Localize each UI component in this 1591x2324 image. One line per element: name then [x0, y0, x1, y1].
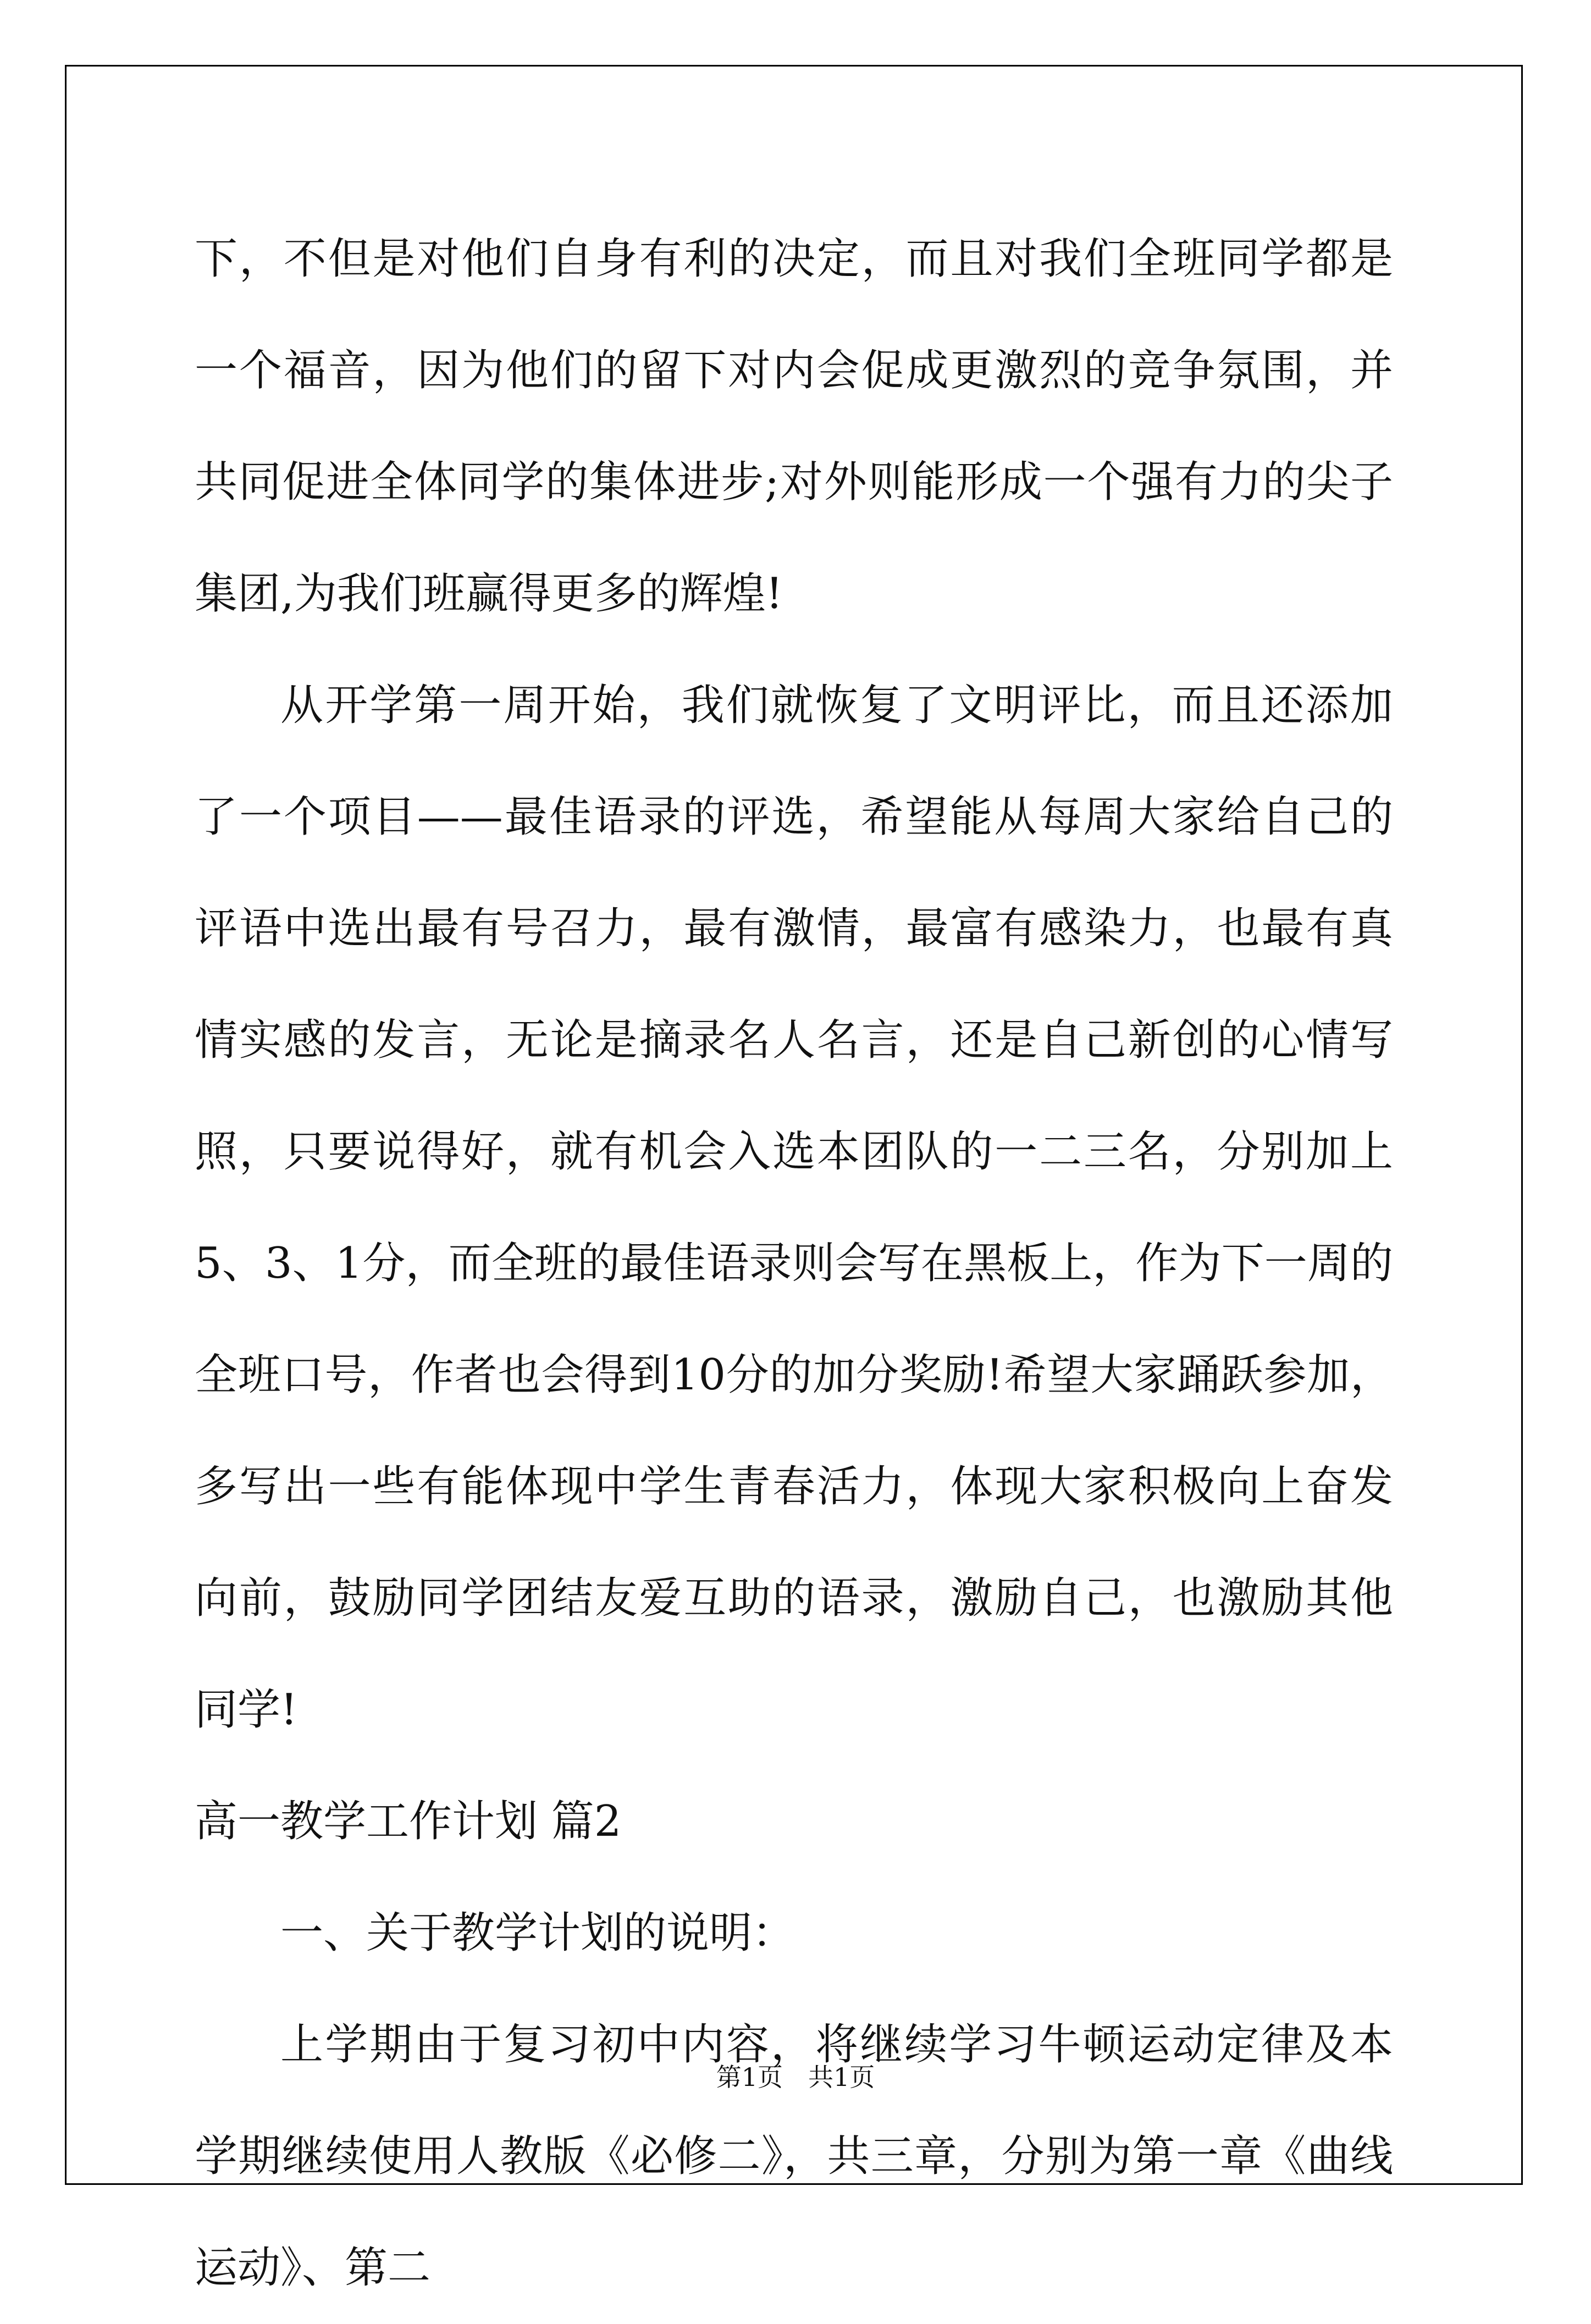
page-footer: 第1页 共1页 [716, 2062, 875, 2092]
document-body [195, 203, 1393, 2324]
paragraph-3: 一、关于教学计划的说明： [280, 1908, 795, 1958]
section-heading: 高一教学工作计划 篇2 [195, 1797, 622, 1846]
paragraph-1: 下，不但是对他们自身有利的决定，而且对我们全班同学都是一个福音，因为他们的留下对内会促成更激烈的竞争氛围，并共同促进全体同学的集体进步;对外则能形成一个强有力的尖子集团,为我们班赢得更多的辉煌! [195, 234, 1393, 619]
paragraph-2: 从开学第一周开始，我们就恢复了文明评比，而且还添加了一个项目——最佳语录的评选，希望能从每周大家给自己的评语中选出最有号召力，最有激情，最富有感染力，也最有真情实感的发言，无论是摘录名人名言，还是自己新创的心情写照，只要说得好，就有机会入选本团队的一二三名，分别加上5、3、1分，而全班的最佳语录则会写在黑板上，作为下一周的全班口号，作者也会得到10分的加分奖励!希望大家踊跃参加，多写出一些有能体现中学生青春活力，体现大家积极向上奋发向前，鼓励同学团结友爱互助的语录，激励自己，也激励其他同学! [195, 681, 1393, 1735]
paragraph-4: 上学期由于复习初中内容，将继续学习牛顿运动定律及本学期继续使用人教版《必修二》，共三章，分别为第一章《曲线运动》、第二 [195, 2020, 1393, 2293]
